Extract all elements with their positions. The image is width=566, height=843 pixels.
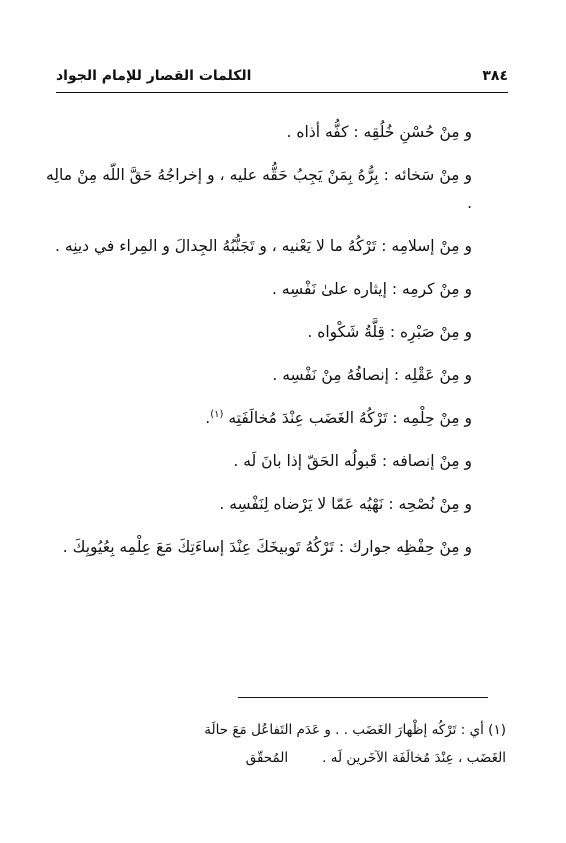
footnote-line	[52, 744, 506, 772]
paragraph: و مِنْ صَبْرِه : قِلَّةُ شَكْواه .	[307, 323, 472, 341]
page-number: ٣٨٤	[482, 68, 508, 84]
paragraph-end: .	[205, 409, 211, 427]
paragraph: و مِنْ سَخائه : بِرُّهُ بِمَنْ يَجِبُ حَقُّه عليه ، و إخراجُهُ حَقَّ اللّه مِنْ مالِه .	[46, 166, 472, 212]
paragraph: و مِنْ حُسْنِ خُلُقِه : كفُّه أذاه .	[286, 123, 472, 141]
footnote-line: (١) أي : تَرْكُه إظْهارَ الغَضَب . . و عَدَم التَفاعُل مَعَ حالَة	[204, 722, 506, 738]
footnote-divider	[238, 697, 488, 698]
footnote-signature: المُحقّق	[245, 750, 289, 766]
footnote	[52, 716, 506, 772]
paragraph: و مِنْ كرمِه : إيثاره علىٰ نَفْسِه .	[272, 280, 472, 298]
header-divider	[56, 92, 508, 93]
paragraph: و مِنْ عَقْلِه : إنصافُهُ مِنْ نَفْسِه .	[272, 366, 472, 384]
running-header	[56, 64, 508, 88]
paragraph: و مِنْ إنصافه : قَبولُه الحَقّ إذا بانَ لَه .	[233, 452, 472, 470]
paragraph: و مِنْ حِفْظِه جوارك : تَرْكُهُ تَوبيخَكَ عِنْدَ إساءَتِكَ مَعَ عِلْمِه بِعُيُوبِكَ .	[62, 538, 472, 556]
paragraph: و مِنْ نُصْحِه : نَهْيُه عَمّا لا يَرْضاه لِنَفْسِه .	[219, 495, 472, 513]
paragraph-with-footnote	[46, 404, 500, 432]
paragraph-text: و مِنْ حِلْمِه : تَرْكُهُ الغَضَب عِنْدَ مُخالَفَتِه	[228, 409, 472, 427]
footnote-text: الغَضَب ، عِنْدَ مُخالَفَة الآخَرين لَه .	[322, 750, 506, 766]
paragraph: و مِنْ إسلامِه : تَرْكُهُ ما لا يَعْنيه ، و تَجَنُّبُهُ الجِدالَ و المِراء في دينِه .	[55, 237, 472, 255]
footnote-marker[interactable]: (١)	[210, 408, 224, 420]
running-title: الكلمات القصار للإمام الجواد	[56, 68, 252, 84]
body-text	[46, 118, 500, 561]
